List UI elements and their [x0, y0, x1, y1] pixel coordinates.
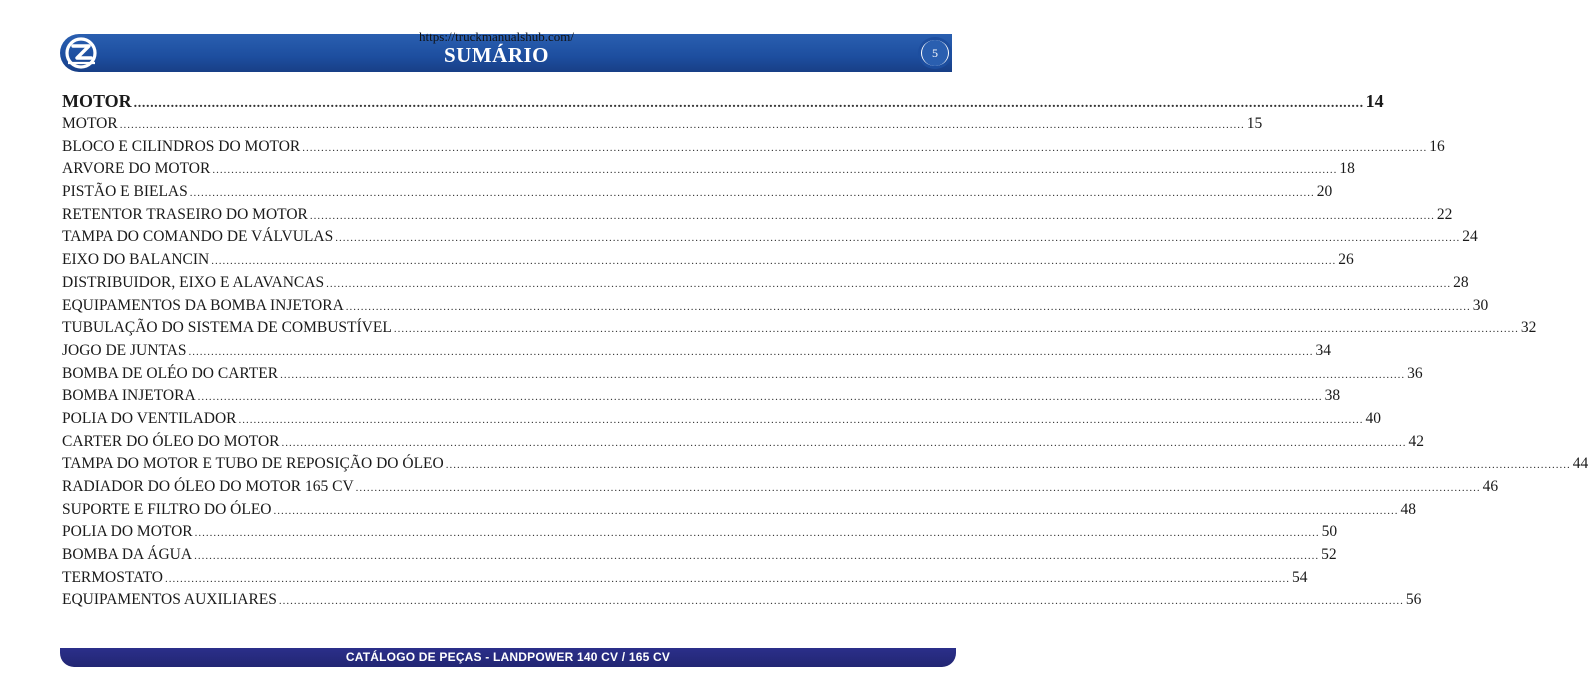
- toc-entry[interactable]: [62, 567, 1308, 590]
- dot-leader: ............................................................................................................................................................................................................................................................................................................: [355, 482, 1481, 494]
- dot-leader: ............................................................................................................................................................................................................................................................................................................: [188, 345, 1314, 358]
- toc-entry[interactable]: [62, 204, 1453, 227]
- toc-entry-label: DISTRIBUIDOR, EIXO E ALAVANCAS: [62, 273, 325, 291]
- footer-title: CATÁLOGO DE PEÇAS - LANDPOWER 140 CV / 165 CV: [345, 650, 671, 664]
- toc-entry[interactable]: [62, 226, 1478, 249]
- toc-entry[interactable]: [62, 499, 1416, 522]
- toc-entry-label: EQUIPAMENTOS AUXILIARES: [62, 591, 277, 609]
- dot-leader: ............................................................................................................................................................................................................................................................................................................: [445, 459, 1571, 472]
- toc-section-motor[interactable]: [62, 89, 1384, 113]
- toc-entry-page: 30: [1472, 296, 1489, 314]
- toc-entry-label: EIXO DO BALANCIN: [62, 251, 210, 269]
- toc-entry-page: 28: [1453, 273, 1469, 291]
- toc-entry-page: 36: [1407, 364, 1423, 382]
- toc-entry-label: TAMPA DO MOTOR E TUBO DE REPOSIÇÃO DO ÓLEO: [62, 455, 444, 473]
- toc-entry-page: 15: [1246, 115, 1263, 132]
- toc-entry-label: EQUIPAMENTOS DA BOMBA INJETORA: [62, 296, 344, 314]
- toc-entry[interactable]: [62, 317, 1537, 340]
- toc-entry-page: 16: [1429, 137, 1445, 155]
- toc-entry-label: BOMBA INJETORA: [62, 387, 196, 405]
- toc-entry-label: TAMPA DO COMANDO DE VÁLVULAS: [62, 228, 334, 246]
- toc-entry-label: BLOCO E CILINDROS DO MOTOR: [62, 137, 301, 155]
- toc-entry[interactable]: [62, 453, 1588, 476]
- toc-entry-page: 22: [1436, 205, 1453, 223]
- toc-entry[interactable]: [62, 363, 1423, 386]
- toc-entry[interactable]: [62, 113, 1263, 136]
- dot-leader: ............................................................................................................................................................................................................................................................................................................: [326, 277, 1452, 290]
- toc-entry-page: 42: [1408, 432, 1425, 450]
- dot-leader: ............................................................................................................................................................................................................................................................................................................: [212, 164, 1338, 177]
- dot-leader: ............................................................................................................................................................................................................................................................................................................: [194, 527, 1320, 540]
- dot-leader: ............................................................................................................................................................................................................................................................................................................: [194, 550, 1320, 563]
- toc-entry-label: BOMBA DE OLÉO DO CARTER: [62, 364, 279, 382]
- toc-entry-label: POLIA DO MOTOR: [62, 523, 193, 541]
- dot-leader: ............................................................................................................................................................................................................................................................................................................: [197, 391, 1323, 404]
- toc-items: [62, 113, 1588, 612]
- dot-leader: ............................................................................................................................................................................................................................................................................................................: [278, 595, 1404, 608]
- toc-entry-label: BOMBA DA ÁGUA: [62, 546, 193, 564]
- toc-entry-label: MOTOR: [62, 115, 118, 132]
- toc-entry-page: 44: [1572, 455, 1588, 473]
- toc-entry-label: TUBULAÇÃO DO SISTEMA DE COMBUSTÍVEL: [62, 319, 392, 337]
- page-number: 5: [922, 40, 948, 66]
- dot-leader: ............................................................................................................................................................................................................................................................................................................: [133, 96, 1364, 111]
- toc-entry[interactable]: [62, 431, 1425, 454]
- toc-entry-page: 32: [1520, 319, 1537, 337]
- toc-entry-label: ARVORE DO MOTOR: [62, 160, 211, 178]
- toc-entry-label: JOGO DE JUNTAS: [62, 341, 187, 359]
- toc-entry-label: PISTÃO E BIELAS: [62, 183, 188, 201]
- toc-entry-page: 38: [1324, 387, 1341, 405]
- toc-entry-page: 24: [1462, 228, 1478, 246]
- toc-section-label: MOTOR: [62, 91, 132, 111]
- toc-entry-page: 54: [1291, 568, 1308, 586]
- toc-entry-page: 26: [1338, 251, 1354, 269]
- page-title: SUMÁRIO: [443, 43, 549, 67]
- toc-entry[interactable]: [62, 158, 1355, 181]
- source-url[interactable]: https://truckmanualshub.com/: [419, 29, 574, 44]
- table-of-contents: [62, 89, 1588, 612]
- toc-entry[interactable]: [62, 589, 1422, 612]
- toc-entry[interactable]: [62, 544, 1337, 567]
- toc-entry-label: TERMOSTATO: [62, 568, 163, 586]
- toc-entry[interactable]: [62, 295, 1489, 318]
- toc-entry-page: 50: [1321, 523, 1338, 541]
- toc-entry-label: RETENTOR TRASEIRO DO MOTOR: [62, 205, 308, 223]
- dot-leader: ............................................................................................................................................................................................................................................................................................................: [302, 141, 1428, 154]
- toc-entry-label: RADIADOR DO ÓLEO DO MOTOR 165 CV: [62, 478, 354, 495]
- toc-entry-page: 52: [1321, 546, 1337, 564]
- toc-entry-page: 34: [1315, 341, 1331, 359]
- toc-entry[interactable]: [62, 272, 1469, 295]
- toc-entry-page: 56: [1405, 591, 1422, 609]
- toc-entry[interactable]: [62, 340, 1331, 363]
- toc-section-page: 14: [1365, 91, 1384, 111]
- dot-leader: ............................................................................................................................................................................................................................................................................................................: [211, 255, 1337, 268]
- toc-entry-label: SUPORTE E FILTRO DO ÓLEO: [62, 500, 272, 518]
- toc-entry[interactable]: [62, 521, 1338, 544]
- toc-entry[interactable]: [62, 408, 1382, 431]
- toc-entry[interactable]: [62, 249, 1354, 272]
- dot-leader: ............................................................................................................................................................................................................................................................................................................: [280, 368, 1406, 381]
- toc-entry-page: 18: [1339, 160, 1355, 178]
- dot-leader: ............................................................................................................................................................................................................................................................................................................: [335, 232, 1461, 245]
- toc-entry-page: 20: [1316, 183, 1333, 201]
- dot-leader: ............................................................................................................................................................................................................................................................................................................: [345, 300, 1471, 313]
- toc-entry-page: 48: [1400, 500, 1416, 518]
- toc-entry-page: 40: [1365, 409, 1382, 427]
- dot-leader: ............................................................................................................................................................................................................................................................................................................: [119, 119, 1245, 131]
- toc-entry[interactable]: [62, 136, 1445, 159]
- dot-leader: ............................................................................................................................................................................................................................................................................................................: [309, 209, 1435, 222]
- toc-entry[interactable]: [62, 181, 1333, 204]
- dot-leader: ............................................................................................................................................................................................................................................................................................................: [189, 187, 1315, 200]
- dot-leader: ............................................................................................................................................................................................................................................................................................................: [164, 572, 1290, 585]
- toc-entry-page: 46: [1482, 478, 1499, 495]
- dot-leader: ............................................................................................................................................................................................................................................................................................................: [393, 323, 1519, 336]
- dot-leader: ............................................................................................................................................................................................................................................................................................................: [238, 413, 1364, 426]
- toc-entry[interactable]: [62, 476, 1499, 499]
- dot-leader: ............................................................................................................................................................................................................................................................................................................: [273, 504, 1399, 517]
- toc-entry-label: POLIA DO VENTILADOR: [62, 409, 237, 427]
- toc-entry[interactable]: [62, 385, 1341, 408]
- dot-leader: ............................................................................................................................................................................................................................................................................................................: [281, 436, 1407, 449]
- toc-entry-label: CARTER DO ÓLEO DO MOTOR: [62, 432, 280, 450]
